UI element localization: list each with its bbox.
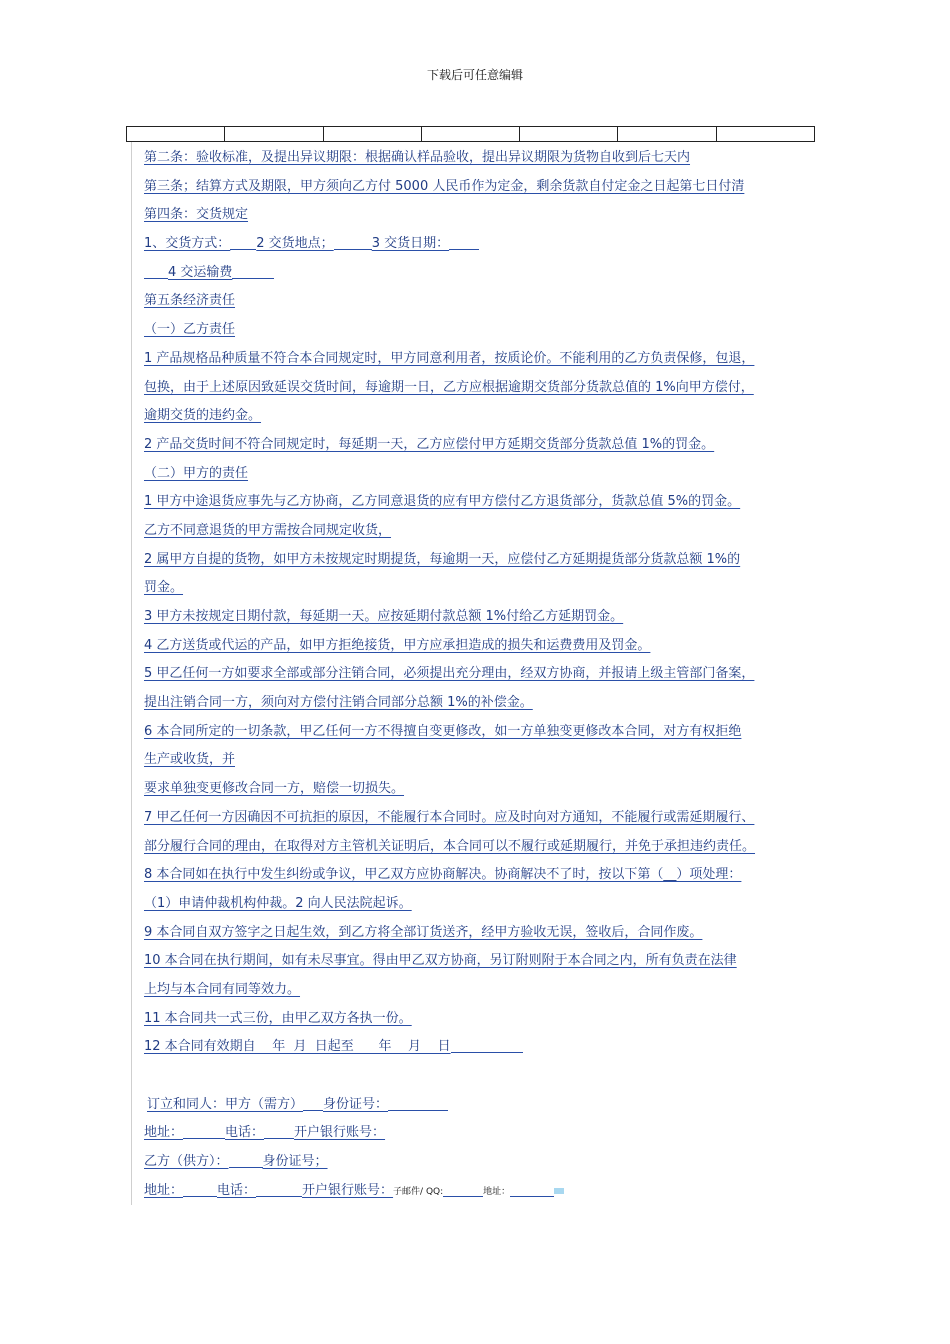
clause-item-10a: 10 本合同在执行期间，如有未尽事宜。得由甲乙双方协商，另订附则附于本合同之内，所有负责在法律	[144, 953, 737, 969]
party-a-duty-title: （二）甲方的责任	[144, 465, 249, 481]
signatory-line-2	[144, 1119, 824, 1148]
delivery-method-label: 1、交货方式：	[144, 236, 231, 252]
clause-2: 第二条：验收标准，及提出异议期限：根据确认样品验收，提出异议期限为货物自收到后七天内	[144, 150, 691, 165]
transport-fee-line	[144, 259, 824, 288]
party-a-duty-5b: 提出注销合同一方，须向对方偿付注销合同部分总额 1%的补偿金。	[144, 695, 533, 711]
party-a-id-label: 身份证号：	[323, 1096, 389, 1112]
clause-5-title: 第五条经济责任	[144, 293, 236, 309]
party-a-id-blank	[388, 1094, 448, 1111]
party-a-duty-3: 3 甲方未按规定日期付款，每延期一天。应按延期付款总额 1%付给乙方延期罚金。	[144, 609, 624, 624]
spacer	[144, 1062, 824, 1091]
email-qq-label: 子邮件/ QQ:	[393, 1186, 444, 1197]
table-cell	[717, 127, 814, 141]
party-b-id-label: 身份证号；	[262, 1154, 328, 1170]
clause-item-7a: 7 甲乙任何一方因确因不可抗拒的原因，不能履行本合同时。应及时向对方通知，不能履行或需延期履行、	[144, 809, 755, 825]
clause-item-12	[144, 1033, 824, 1062]
address-small-label: 地址：	[483, 1186, 511, 1197]
delivery-terms-line	[144, 230, 824, 259]
party-b-duty-2: 2 产品交货时间不符合同规定时，每延期一天，乙方应偿付甲方延期交货部分货款总值 1%的罚金。	[144, 436, 715, 452]
delivery-date-label: 3 交货日期：	[371, 236, 450, 252]
party-a-phone-label: 电话：	[225, 1125, 265, 1141]
party-b-bank-label: 开户银行账号：	[302, 1182, 394, 1198]
contract-body	[144, 144, 824, 1205]
clause-item-8b: （1）申请仲裁机构仲裁。2 向人民法院起诉。	[144, 895, 412, 911]
party-b-address-blank	[183, 1180, 217, 1197]
party-b-duty-1a: 1 产品规格品种质量不符合本合同规定时，甲方同意利用者，按质论价。不能利用的乙方负责保修，包退，	[144, 350, 755, 366]
party-a-duty-1b: 乙方不同意退货的甲方需按合同规定收货，	[144, 522, 392, 538]
clause-item-8a: 8 本合同如在执行中发生纠纷或争议，甲乙双方应协商解决。协商解决不了时，按以下第（__）项处理：	[144, 867, 742, 883]
address-small-blank	[510, 1186, 554, 1197]
delivery-place-label: 2 交货地点；	[256, 236, 334, 252]
party-a-duty-5a: 5 甲乙任何一方如要求全部或部分注销合同，必须提出充分理由，经双方协商，并报请上级主管部门备案，	[144, 666, 755, 682]
clause-3: 第三条；结算方式及期限，甲方须向乙方付 5000 人民币作为定金，剩余货款自付定金之日起第七日付清	[144, 178, 745, 194]
signatory-line-3	[144, 1148, 824, 1177]
clause-item-6c: 要求单独变更修改合同一方，赔偿一切损失。	[144, 781, 405, 797]
table-row-strip	[126, 126, 815, 142]
page-header: 下载后可任意编辑	[426, 68, 523, 82]
validity-period-text: 12 本合同有效期自 年 月 日起至 年 月 日	[144, 1039, 451, 1055]
table-cell	[324, 127, 422, 141]
party-a-label: 订立和同人：甲方（需方）	[147, 1096, 304, 1112]
party-b-phone-blank	[256, 1180, 302, 1197]
party-b-duty-1c: 逾期交货的违约金。	[144, 408, 262, 424]
table-cell	[225, 127, 323, 141]
table-cell	[127, 127, 225, 141]
clause-item-11: 11 本合同共一式三份，由甲乙双方各执一份。	[144, 1010, 412, 1026]
delivery-method-blank	[230, 233, 256, 250]
party-b-duty-title: （一）乙方责任	[144, 322, 236, 338]
email-qq-blank	[443, 1186, 483, 1197]
transport-fee-blank-right	[232, 262, 274, 279]
validity-period-blank	[451, 1036, 523, 1053]
party-a-bank-label: 开户银行账号：	[294, 1125, 386, 1141]
party-b-blank	[229, 1151, 263, 1168]
highlight-mark	[554, 1188, 564, 1194]
delivery-date-blank	[449, 233, 479, 250]
party-a-address-label: 地址：	[144, 1125, 184, 1141]
party-a-phone-blank	[264, 1122, 294, 1139]
party-a-duty-2a: 2 属甲方自提的货物，如甲方未按规定时期提货，每逾期一天，应偿付乙方延期提货部分货款总额 1%的	[144, 551, 741, 567]
party-b-phone-label: 电话：	[217, 1182, 257, 1198]
clause-4-title: 第四条：交货规定	[144, 207, 249, 223]
table-cell	[618, 127, 716, 141]
table-cell	[422, 127, 520, 141]
clause-item-9: 9 本合同自双方签字之日起生效，到乙方将全部订货送齐，经甲方验收无误，签收后，合同作废。	[144, 924, 703, 940]
signatory-line-4	[144, 1177, 824, 1206]
clause-item-6a: 6 本合同所定的一切条款，甲乙任何一方不得擅自变更修改，如一方单独变更修改本合同，对方有权拒绝	[144, 723, 742, 739]
clause-item-10b: 上均与本合同有同等效力。	[144, 981, 301, 997]
left-margin-rule	[131, 142, 132, 1205]
signatory-line-1	[144, 1091, 824, 1120]
delivery-place-blank	[334, 233, 372, 250]
party-a-duty-1a: 1 甲方中途退货应事先与乙方协商，乙方同意退货的应有甲方偿付乙方退货部分，货款总值 5%的罚金。	[144, 494, 741, 510]
party-a-duty-4: 4 乙方送货或代运的产品，如甲方拒绝接货，甲方应承担造成的损失和运费费用及罚金。	[144, 637, 651, 653]
party-b-label: 乙方（供方）：	[144, 1154, 229, 1170]
transport-fee-label: 4 交运输费	[168, 264, 233, 280]
party-b-address-label: 地址：	[144, 1182, 184, 1198]
party-b-duty-1b: 包换，由于上述原因致延误交货时间，每逾期一日，乙方应根据逾期交货部分货款总值的 1%向甲方偿付，	[144, 379, 754, 395]
party-a-address-blank	[183, 1122, 225, 1139]
party-a-duty-2b: 罚金。	[144, 580, 184, 596]
transport-fee-blank-left	[144, 262, 168, 279]
party-a-blank	[303, 1094, 323, 1111]
table-cell	[520, 127, 618, 141]
clause-item-7b: 部分履行合同的理由，在取得对方主管机关证明后，本合同可以不履行或延期履行，并免于承担违约责任。	[144, 838, 756, 854]
clause-item-6b: 生产或收货，并	[144, 752, 236, 768]
